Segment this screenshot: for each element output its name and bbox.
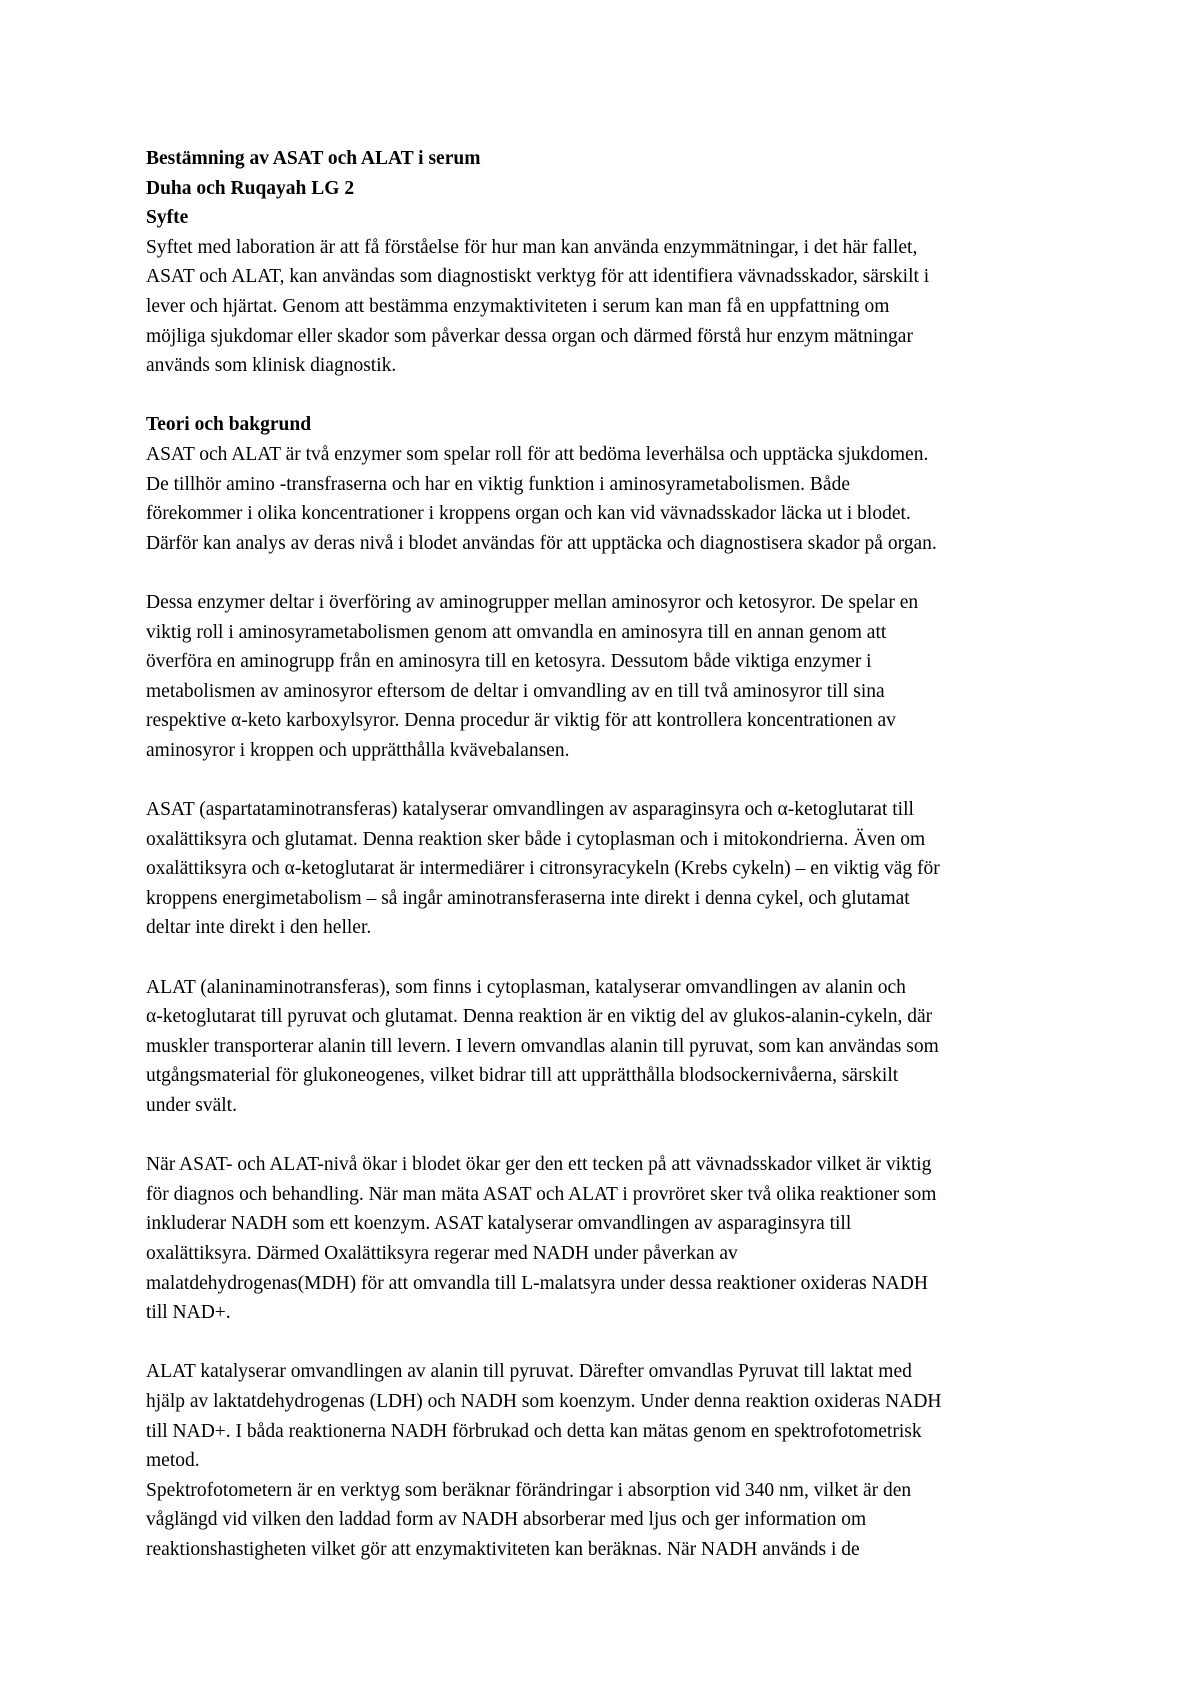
text-line: Syftet med laboration är att få förståelse för hur man kan använda enzymmätningar, i det här fallet, [146,236,918,258]
paragraph-spacer [146,381,1066,411]
text-line: ASAT (aspartataminotransferas) katalyserar omvandlingen av asparaginsyra och α-ketoglutarat till [146,799,914,821]
text-line: våglängd vid vilken den laddad form av NADH absorberar med ljus och ger information om [146,1509,867,1531]
text-line: ALAT (alaninaminotransferas), som finns i cytoplasman, katalyserar omvandlingen av alanin och [146,976,906,998]
text-line: respektive α-keto karboxylsyror. Denna procedur är viktig för att kontrollera koncentrationen av [146,710,896,732]
paragraph [146,1357,1066,1564]
text-line: ALAT katalyserar omvandlingen av alanin till pyruvat. Därefter omvandlas Pyruvat till laktat med [146,1361,912,1383]
text-line: De tillhör amino -transfraserna och har en viktig funktion i aminosyrametabolismen. Både [146,473,850,495]
paragraph-spacer [146,943,1066,973]
text-line: α-ketoglutarat till pyruvat och glutamat. Denna reaktion är en viktig del av glukos-alanin-cykeln, där [146,1006,933,1028]
text-line: Dessa enzymer deltar i överföring av aminogrupper mellan aminosyror och ketosyror. De spelar en [146,591,919,613]
text-line: aminosyror i kroppen och upprätthålla kvävebalansen. [146,739,570,761]
text-line: för diagnos och behandling. När man mäta ASAT och ALAT i provröret sker två olika reaktioner som [146,1183,937,1205]
document-body [146,144,1066,1565]
text-line: förekommer i olika koncentrationer i kroppens organ och kan vid vävnadsskador läcka ut i blodet. [146,503,911,525]
text-line: till NAD+. I båda reaktionerna NADH förbrukad och detta kan mätas genom en spektrofotometrisk [146,1420,922,1442]
text-line: under svält. [146,1095,237,1116]
text-line: används som klinisk diagnostik. [146,355,397,377]
text-line: till NAD+. [146,1302,231,1324]
paragraph-spacer [146,1328,1066,1358]
text-line: metod. [146,1450,200,1472]
paragraph-spacer [146,1121,1066,1151]
text-line: reaktionshastigheten vilket gör att enzymaktiviteten kan beräknas. När NADH används i de [146,1538,860,1560]
text-line: ASAT och ALAT, kan användas som diagnostiskt verktyg för att identifiera vävnadsskador, särskilt i [146,266,930,288]
text-line: ASAT och ALAT är två enzymer som spelar roll för att bedöma leverhälsa och upptäcka sjukdomen. [146,443,929,465]
text-line: När ASAT- och ALAT-nivå ökar i blodet ökar ger den ett tecken på att vävnadsskador vilket är viktig [146,1154,932,1176]
paragraph [146,440,1066,558]
text-line: Därför kan analys av deras nivå i blodet användas för att upptäcka och diagnostisera skador på organ. [146,532,937,554]
paragraph [146,233,1066,381]
document-title: Bestämning av ASAT och ALAT i serum [146,148,481,169]
text-line: utgångsmaterial för glukoneogenes, vilket bidrar till att upprätthålla blodsockernivåerna, särskilt [146,1065,899,1087]
text-line: oxalättiksyra. Därmed Oxalättiksyra regerar med NADH under påverkan av [146,1242,738,1264]
paragraph-spacer [146,765,1066,795]
text-line: hjälp av laktatdehydrogenas (LDH) och NADH som koenzym. Under denna reaktion oxideras NADH [146,1390,942,1412]
text-line: överföra en aminogrupp från en aminosyra till en ketosyra. Dessutom både viktiga enzymer i [146,651,872,673]
text-line: möjliga sjukdomar eller skador som påverkar dessa organ och därmed förstå hur enzym mätningar [146,325,913,347]
text-line: deltar inte direkt i den heller. [146,917,372,939]
text-line: oxalättiksyra och α-ketoglutarat är intermediärer i citronsyracykeln (Krebs cykeln) – en viktig väg för [146,858,940,880]
paragraph [146,588,1066,766]
text-line: oxalättiksyra och glutamat. Denna reaktion sker både i cytoplasman och i mitokondrierna. Även om [146,828,926,850]
text-line: kroppens energimetabolism – så ingår aminotransferaserna inte direkt i denna cykel, och glutamat [146,887,910,909]
text-line: metabolismen av aminosyror eftersom de deltar i omvandling av en till två aminosyror till sina [146,680,885,702]
paragraph [146,973,1066,1121]
text-line: inkluderar NADH som ett koenzym. ASAT katalyserar omvandlingen av asparaginsyra till [146,1213,852,1235]
text-line: lever och hjärtat. Genom att bestämma enzymaktiviteten i serum kan man få en uppfattning om [146,295,890,317]
text-line: Spektrofotometern är en verktyg som beräknar förändringar i absorption vid 340 nm, vilket är den [146,1479,912,1501]
text-line: viktig roll i aminosyrametabolismen genom att omvandla en aminosyra till en annan genom att [146,621,887,643]
paragraph [146,795,1066,943]
text-line: muskler transporterar alanin till levern. I levern omvandlas alanin till pyruvat, som kan användas som [146,1035,939,1057]
text-line: malatdehydrogenas(MDH) för att omvandla till L-malatsyra under dessa reaktioner oxideras NADH [146,1272,928,1294]
paragraph-spacer [146,558,1066,588]
section-heading-teori: Teori och bakgrund [146,414,312,436]
paragraph [146,1150,1066,1328]
document-authors: Duha och Ruqayah LG 2 [146,177,355,199]
section-heading-syfte: Syfte [146,207,189,229]
